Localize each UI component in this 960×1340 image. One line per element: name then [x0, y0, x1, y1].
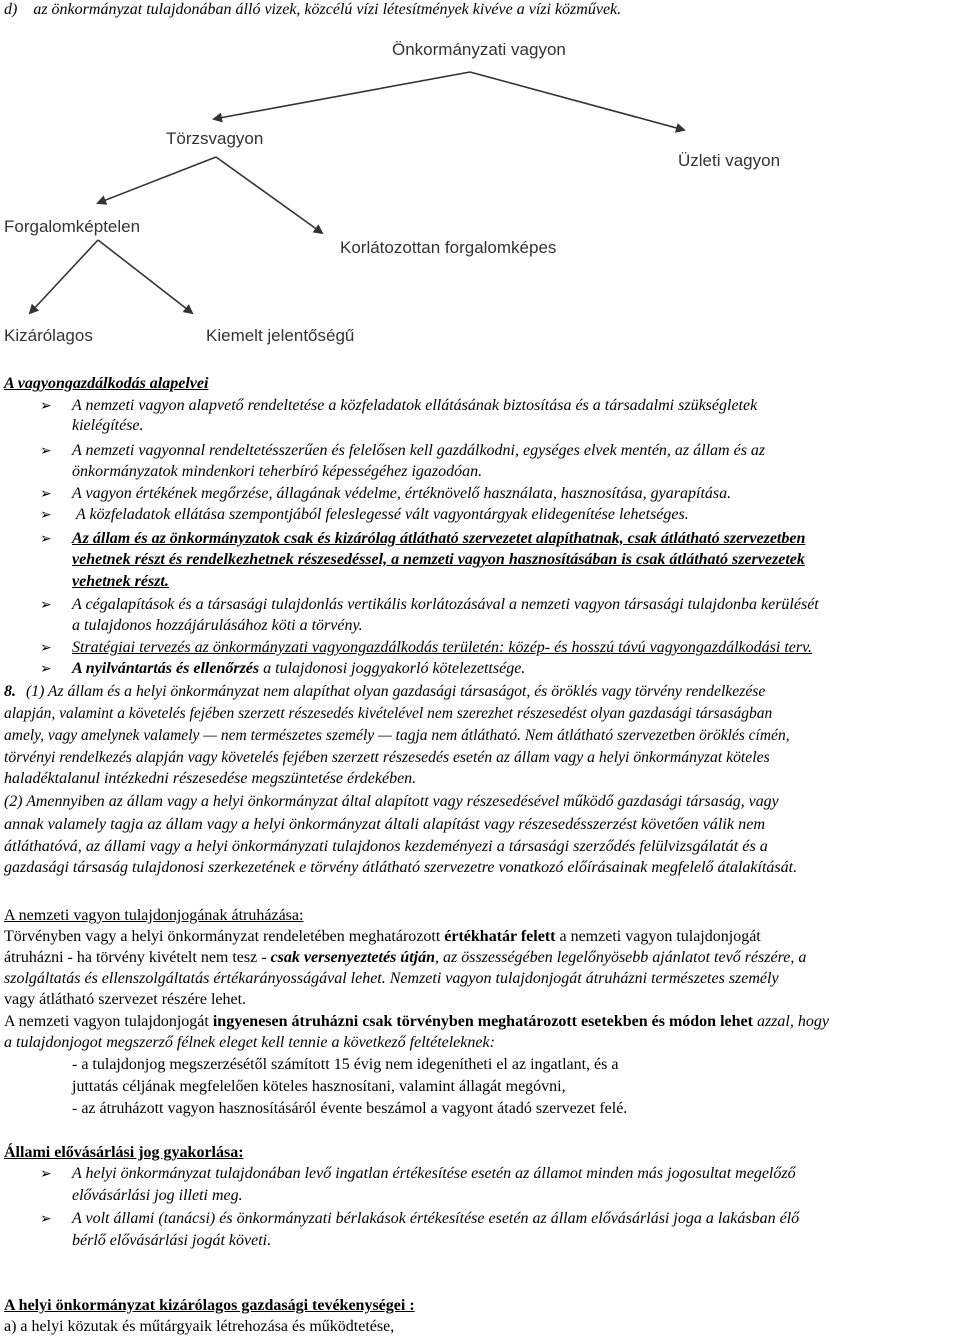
arrow-bullet-icon: ➢ — [40, 443, 52, 459]
diagram-node-uzleti: Üzleti vagyon — [678, 151, 781, 170]
arrow-bullet-icon: ➢ — [40, 486, 52, 502]
arrow-bullet-icon: ➢ — [40, 1211, 52, 1227]
transfer-line-1-bold: értékhatár felett — [444, 928, 556, 945]
exclusive-item-a: a) a helyi közutak és műtárgyaik létrehozása és működtetése, — [4, 1318, 395, 1335]
transfer-line-2-bold: csak versenyeztetés útján — [270, 949, 435, 966]
transfer-line-5-a: A nemzeti vagyon tulajdonjogát — [4, 1013, 213, 1030]
arrow-bullet-icon: ➢ — [40, 597, 52, 613]
diagram-node-forgalomkeptelen: Forgalomképtelen — [4, 217, 141, 236]
arrow-bullet-icon: ➢ — [40, 531, 52, 547]
diagram-node-torzsvagyon: Törzsvagyon — [166, 129, 264, 148]
transfer-line-4: vagy átlátható szervezet részére lehet. — [4, 991, 247, 1008]
section-8-p1-line-4: törvényi rendelkezés alapján vagy követelés fejében szerzett részesedés esetén az állam vagy a helyi önkormányzat köteles — [4, 749, 770, 766]
section-8-p1-line-1: (1) Az állam és a helyi önkormányzat nem alapíthat olyan gazdasági társaságot, és öröklés vagy törvény rendelkezése — [26, 683, 766, 700]
principle-3: A vagyon értékének megőrzése, állagának védelme, értéknövelő használata, hasznosítása, gyarapítása. — [72, 485, 732, 502]
preemption-1-line-1: A helyi önkormányzat tulajdonában levő ingatlan értékesítése esetén az államot minden más jogosultat megelőző — [72, 1165, 796, 1182]
arrow-bullet-icon: ➢ — [40, 1166, 52, 1182]
edge-left-lr — [216, 157, 322, 233]
transfer-line-1 — [4, 927, 761, 947]
principle-8-rest: a tulajdonosi joggyakorló kötelezettsége. — [259, 660, 526, 677]
arrow-bullet-icon: ➢ — [40, 507, 52, 523]
principle-5-line-3: vehetnek részt. — [72, 573, 169, 590]
diagram-node-korlatozottan: Korlátozottan forgalomképes — [340, 238, 557, 257]
transfer-line-5-bold: ingyenesen átruházni csak törvényben meghatározott esetekben és módon lehet — [212, 1013, 753, 1030]
section-8-p1-line-2: alapján, valamint a követelés fejében szerzett részesedés kivételével nem szerezhet részesedést olyan gazdasági társaságban — [4, 705, 773, 722]
transfer-line-3: szolgáltatás és ellenszolgáltatás értékarányosságával lehet. Nemzeti vagyon tulajdonjogát átruházni természetes személy — [4, 970, 779, 987]
edge-ll-llr — [98, 240, 192, 313]
transfer-line-2-c: , az összességében legelőnyösebb ajánlatot tevő részére, a — [434, 949, 807, 966]
transfer-line-2-a: átruházni - ha törvény kivételt nem tesz - — [4, 949, 271, 966]
transfer-heading: A nemzeti vagyon tulajdonjogának átruházása: — [4, 907, 304, 924]
section-8-p2-line-2: annak valamely tagja az állam vagy a helyi önkormányzat általi alapítást vagy részesedésszerzést követően válik nem — [4, 815, 766, 833]
principle-4: A közfeladatok ellátása szempontjából feleslegessé vált vagyontárgyak elidegenítése lehetséges. — [76, 506, 689, 523]
section-8-p2-line-3: átláthatóvá, az állami vagy a helyi önkormányzati tulajdonos kezdeményezi a társasági szerződés felülvizsgálatát és a — [4, 837, 768, 855]
arrow-bullet-icon: ➢ — [40, 661, 52, 677]
section-8-p2-line-1: (2) Amennyiben az állam vagy a helyi önkormányzat által alapított vagy részesedésével működő gazdasági társaság, vagy — [4, 793, 779, 810]
transfer-line-1-c: a nemzeti vagyon tulajdonjogát — [555, 928, 761, 945]
preemption-2-line-1: A volt állami (tanácsi) és önkormányzati bérlakások értékesítése esetén az állam elővásárlási joga a lakásban élő — [72, 1210, 800, 1227]
edge-ll-lll — [30, 240, 98, 313]
transfer-condition-2: juttatás céljának megfelelően köteles hasznosítani, valamint állagát megóvni, — [72, 1078, 566, 1095]
transfer-line-1-a: Törvényben vagy a helyi önkormányzat rendeletében meghatározott — [4, 928, 445, 945]
principle-8-bold: A nyilvántartás és ellenőrzés — [72, 660, 260, 677]
principle-1-line-2: kielégítése. — [72, 417, 144, 434]
principle-1-line-1: A nemzeti vagyon alapvető rendeltetése a közfeladatok ellátásának biztosítása és a társadalmi szükségletek — [72, 397, 758, 414]
transfer-line-2 — [4, 948, 806, 968]
diagram-root: Önkormányzati vagyon — [392, 40, 566, 59]
section-8-p1-line-5: haladéktalanul intézkedni részesedése megszüntetése érdekében. — [4, 770, 417, 787]
arrow-bullet-icon: ➢ — [40, 640, 52, 656]
edge-left-ll — [98, 157, 216, 203]
transfer-condition-3: - az átruházott vagyon hasznosításáról évente beszámol a vagyont átadó szervezet felé. — [72, 1100, 628, 1117]
transfer-line-6: a tulajdonjogot megszerző félnek eleget kell tennie a következő feltételeknek: — [4, 1034, 495, 1051]
principles-heading: A vagyongazdálkodás alapelvei — [4, 375, 209, 392]
preemption-2-line-2: bérlő elővásárlási jogát követi. — [72, 1232, 272, 1249]
edge-root-left — [214, 72, 470, 119]
diagram-node-kizarolagos: Kizárólagos — [4, 326, 93, 345]
principle-2-line-2: önkormányzatok mindenkori teherbíró képességéhez igazodóan. — [72, 463, 483, 480]
transfer-line-5-c: azzal, hogy — [752, 1013, 829, 1030]
edge-root-right — [470, 72, 684, 130]
principle-2-line-1: A nemzeti vagyonnal rendeltetésszerűen és felelősen kell gazdálkodni, egységes elvek mentén, az állam és az — [72, 442, 766, 459]
top-item-d: d) az önkormányzat tulajdonában álló vizek, közcélú vízi létesítmények kivéve a vízi közművek. — [4, 1, 622, 18]
principle-7: Stratégiai tervezés az önkormányzati vagyongazdálkodás területén: közép- és hosszú távú vagyongazdálkodási terv. — [72, 639, 813, 656]
exclusive-heading: A helyi önkormányzat kizárólagos gazdasági tevékenységei : — [4, 1297, 415, 1314]
principle-6-line-2: a tulajdonos hozzájárulásához köti a törvény. — [72, 617, 363, 634]
principle-6-line-1: A cégalapítások és a társasági tulajdonlás vertikális korlátozásával a nemzeti vagyon társasági tulajdonba kerülését — [72, 596, 819, 613]
preemption-1-line-2: elővásárlási jog illeti meg. — [72, 1187, 243, 1204]
transfer-condition-1: - a tulajdonjog megszerzésétől számított 15 évig nem idegenítheti el az ingatlant, és a — [72, 1056, 619, 1073]
section-8-number: 8. — [4, 683, 16, 700]
preemption-heading: Állami elővásárlási jog gyakorlása: — [4, 1144, 244, 1161]
section-8-p1-line-3: amely, vagy amelynek valamely — nem természetes személy — tagja nem átlátható. Nem átlátható szervezetben öröklés címén, — [4, 727, 790, 744]
principle-8 — [72, 659, 525, 679]
arrow-bullet-icon: ➢ — [40, 398, 52, 414]
section-8-p2-line-4: gazdasági társaság tulajdonosi szerkezetének e törvény átlátható szervezetre vonatkozó előírásainak megfelelő átalakítását. — [4, 859, 798, 876]
principle-5-line-2: vehetnek részt és rendelkezhetnek részesedéssel, a nemzeti vagyon hasznosításában is csak átlátható szervezetek — [72, 551, 805, 568]
principle-5-line-1: Az állam és az önkormányzatok csak és kizárólag átlátható szervezetet alapíthatnak, csak átlátható szervezetben — [72, 530, 806, 547]
transfer-line-5 — [4, 1012, 829, 1032]
diagram-node-kiemelt: Kiemelt jelentőségű — [206, 326, 355, 345]
